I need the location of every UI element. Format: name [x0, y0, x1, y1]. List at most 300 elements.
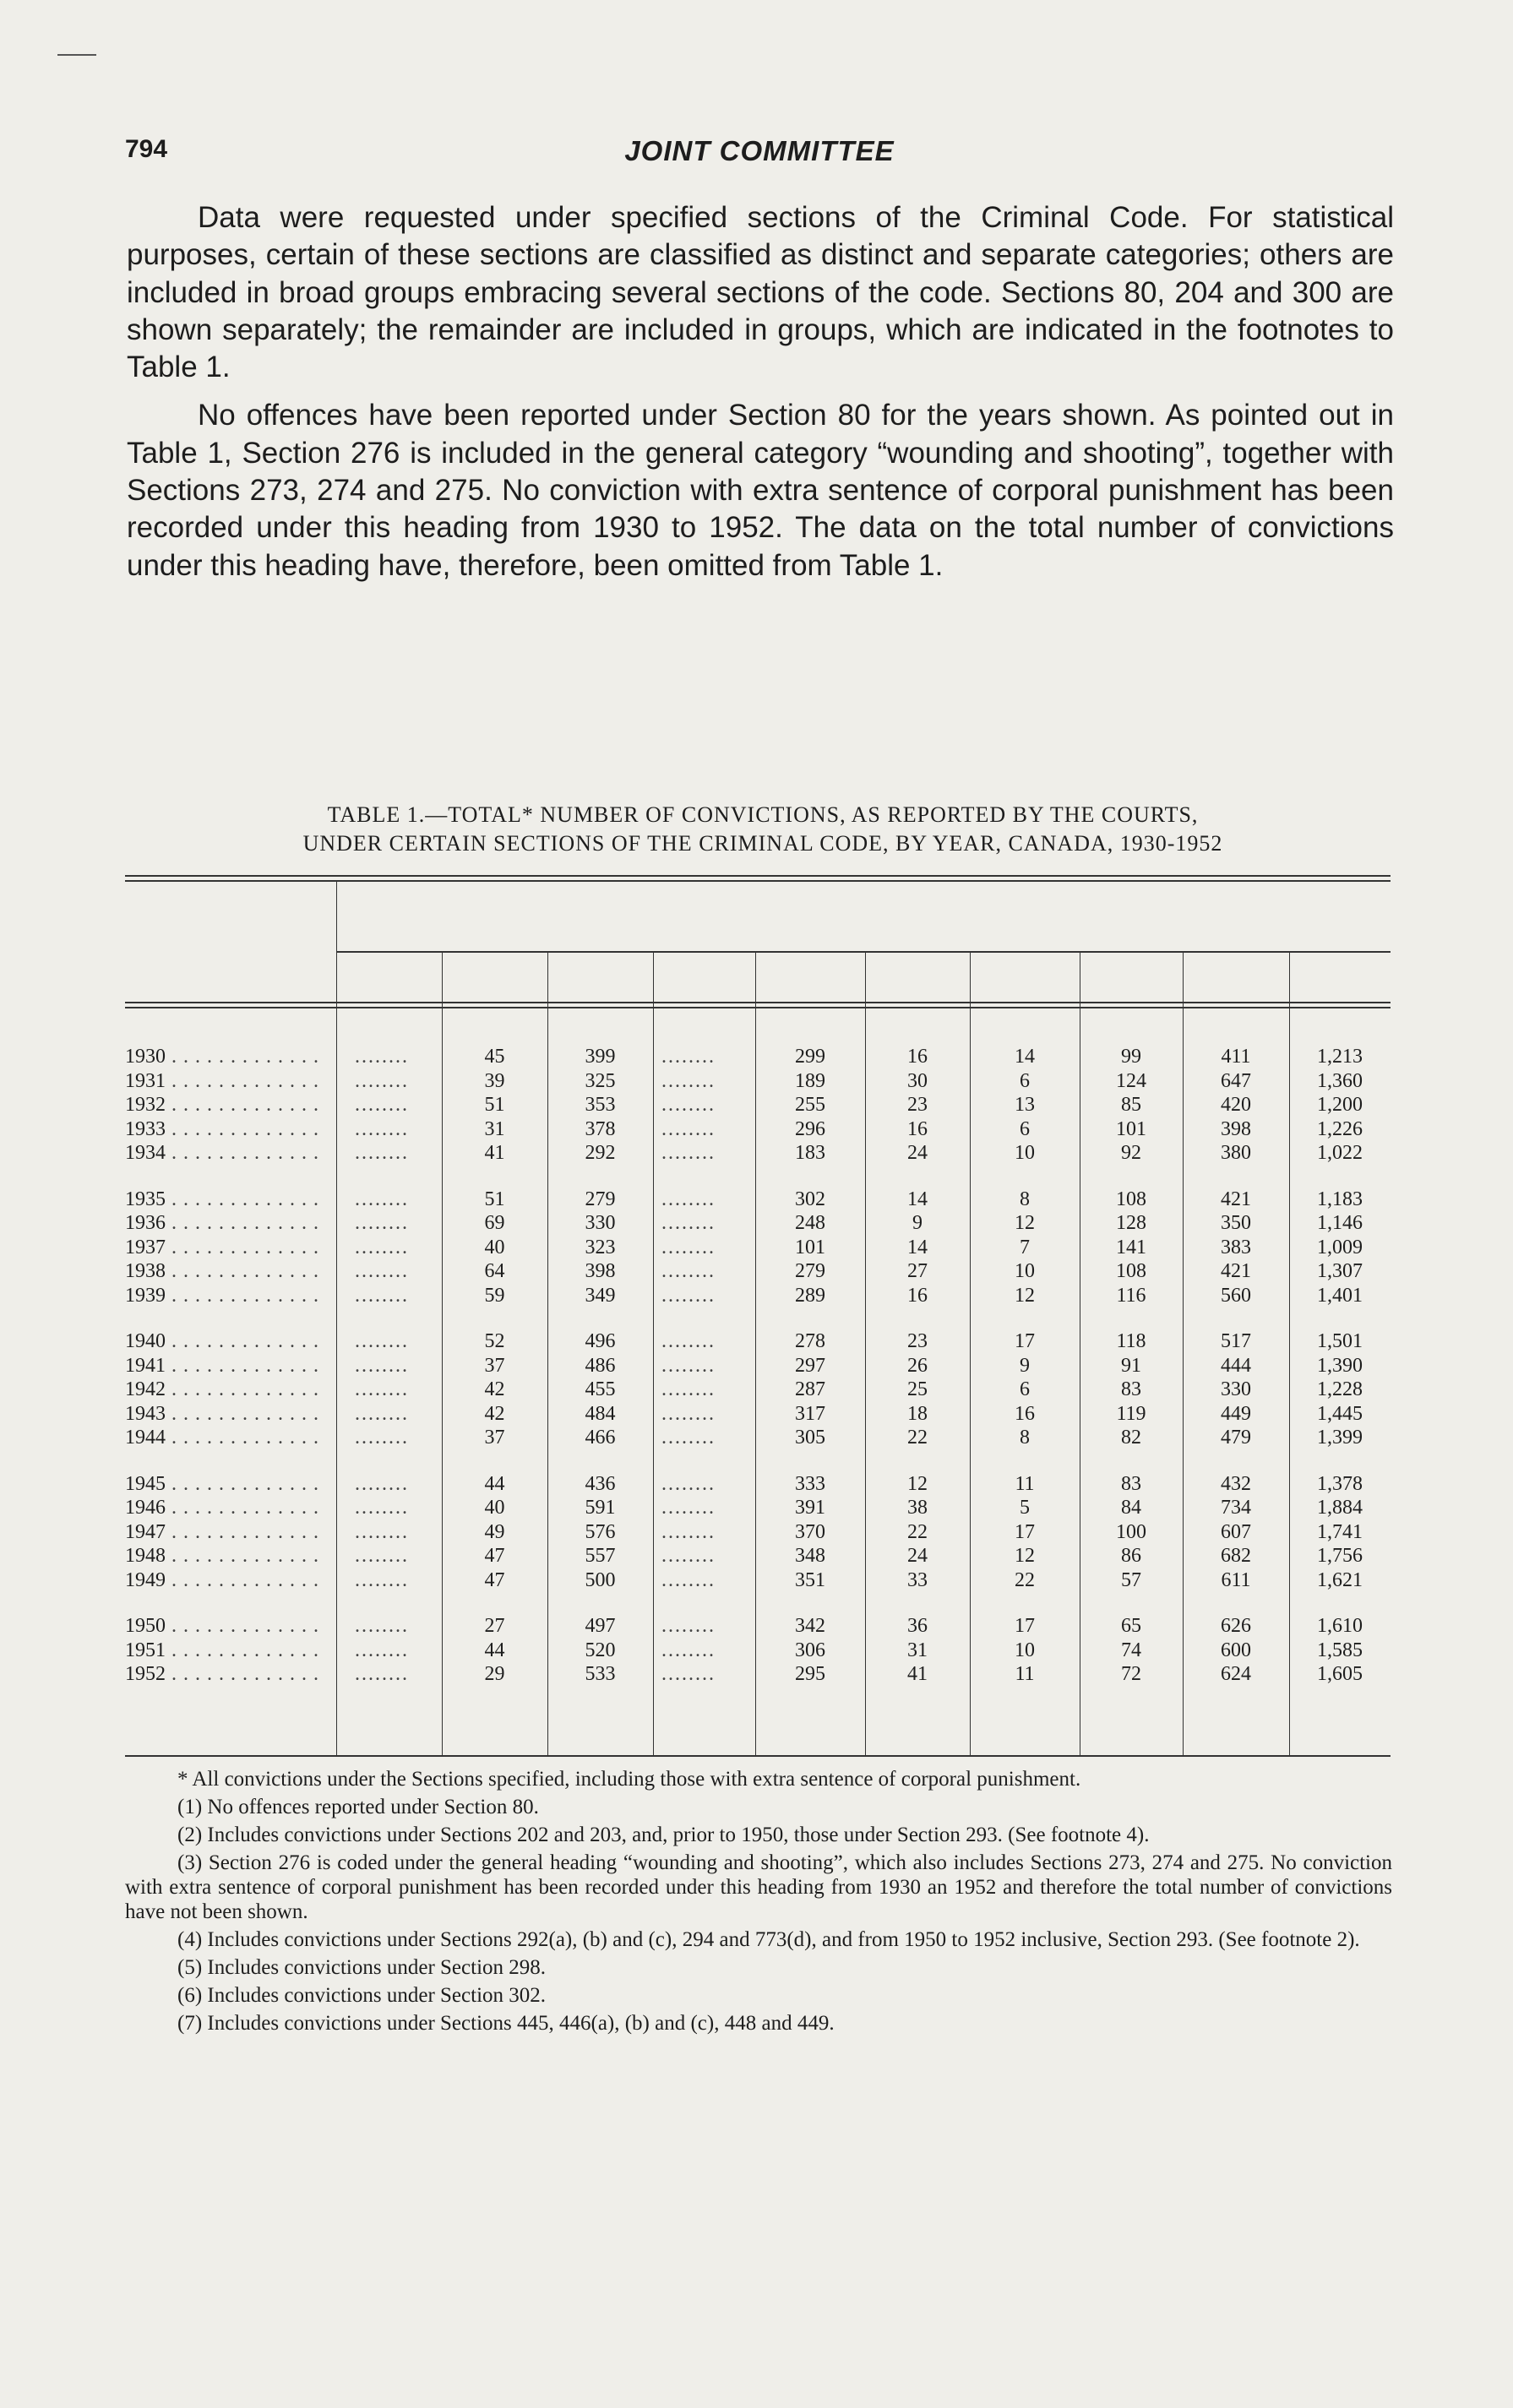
empty-cell-dots: ........: [661, 1663, 716, 1685]
table-cell: 41: [907, 1663, 928, 1685]
table-cell: 383: [1221, 1236, 1251, 1258]
table-cell: 1,009: [1317, 1236, 1363, 1258]
year-value: 1931: [125, 1069, 166, 1092]
table-cell: 1,445: [1317, 1402, 1363, 1425]
table-cell: 325: [585, 1069, 616, 1092]
empty-cell-dots: ........: [661, 1094, 716, 1116]
table-cell: 1,605: [1317, 1663, 1363, 1685]
table-cell: 421: [1221, 1188, 1251, 1210]
table-top-rule-2: [125, 880, 1391, 882]
table-cell: 1,390: [1317, 1354, 1363, 1377]
year-value: 1940: [125, 1330, 166, 1352]
table-cell: 29: [484, 1663, 505, 1685]
year-value: 1952: [125, 1663, 166, 1685]
footnote: (5) Includes convictions under Section 298.: [177, 1956, 547, 1979]
empty-cell-dots: ........: [355, 1069, 409, 1092]
table-cell: 141: [1116, 1236, 1146, 1258]
table-cell: 183: [795, 1142, 825, 1164]
table-cell: 279: [585, 1188, 616, 1210]
table-cell: 479: [1221, 1427, 1251, 1449]
table-cell: 10: [1015, 1260, 1035, 1282]
table-cell: 287: [795, 1378, 825, 1400]
table-cell: 64: [484, 1260, 505, 1282]
table-cell: 13: [1015, 1094, 1035, 1116]
year-label: 1945 . . . . . . . . . . . . .: [125, 1472, 319, 1495]
table-cell: 12: [907, 1472, 928, 1495]
table-cell: 279: [795, 1260, 825, 1282]
empty-cell-dots: ........: [661, 1142, 716, 1164]
table-cell: 734: [1221, 1497, 1251, 1519]
paragraph: No offences have been reported under Section 80 for the years shown. As pointed out in Table 1, Section 276 is included in the general category “wounding and shooting”, together with Sections 273, 274 and 275. No conviction with extra sentence of corporal punishment has been recorded under this heading from 1930 to 1952. The data on the total number of convictions under this heading have, therefore, been omitted from Table 1.: [127, 399, 1394, 582]
footnote: (7) Includes convictions under Sections 445, 446(a), (b) and (c), 448 and 449.: [177, 2012, 835, 2035]
table-cell: 1,401: [1317, 1284, 1363, 1307]
table-cell: 1,378: [1317, 1472, 1363, 1495]
table-cell: 449: [1221, 1402, 1251, 1425]
year-label: 1937 . . . . . . . . . . . . .: [125, 1236, 319, 1258]
table-cell: 647: [1221, 1069, 1251, 1092]
corner-mark: [57, 54, 96, 56]
table-cell: 7: [1020, 1236, 1030, 1258]
footnote: (1) No offences reported under Section 80.: [177, 1796, 539, 1818]
table-cell: 82: [1121, 1427, 1141, 1449]
table-cell: 27: [484, 1615, 505, 1637]
table-cell: 351: [795, 1568, 825, 1591]
table-cell: 17: [1015, 1520, 1035, 1543]
table-cell: 22: [907, 1427, 928, 1449]
table-cell: 17: [1015, 1330, 1035, 1352]
table-cell: 11: [1015, 1663, 1035, 1685]
table-cell: 497: [585, 1615, 616, 1637]
empty-cell-dots: ........: [661, 1188, 716, 1210]
table-cell: 380: [1221, 1142, 1251, 1164]
convictions-table: [125, 875, 1391, 1758]
table-cell: 1,610: [1317, 1615, 1363, 1637]
year-label: 1952 . . . . . . . . . . . . .: [125, 1663, 319, 1685]
table-cell: 11: [1015, 1472, 1035, 1495]
table-cell: 108: [1116, 1260, 1146, 1282]
table-cell: 607: [1221, 1520, 1251, 1543]
table-cell: 248: [795, 1212, 825, 1234]
table-cell: 517: [1221, 1330, 1251, 1352]
year-label: 1944 . . . . . . . . . . . . .: [125, 1427, 319, 1449]
year-value: 1941: [125, 1354, 166, 1377]
year-value: 1936: [125, 1212, 166, 1234]
year-label: 1948 . . . . . . . . . . . . .: [125, 1545, 319, 1567]
empty-cell-dots: ........: [355, 1545, 409, 1567]
empty-cell-dots: ........: [355, 1188, 409, 1210]
footnotes: [125, 1767, 1392, 2039]
empty-cell-dots: ........: [661, 1046, 716, 1068]
empty-cell-dots: ........: [355, 1354, 409, 1377]
year-value: 1939: [125, 1284, 166, 1307]
year-label: 1950 . . . . . . . . . . . . .: [125, 1615, 319, 1637]
empty-cell-dots: ........: [355, 1260, 409, 1282]
table-cell: 611: [1221, 1568, 1251, 1591]
table-cell: 23: [907, 1094, 928, 1116]
table-cell: 16: [1015, 1402, 1035, 1425]
table-cell: 370: [795, 1520, 825, 1543]
empty-cell-dots: ........: [355, 1142, 409, 1164]
table-cell: 353: [585, 1094, 616, 1116]
year-value: 1946: [125, 1497, 166, 1519]
year-label: 1935 . . . . . . . . . . . . .: [125, 1188, 319, 1210]
table-cell: 305: [795, 1427, 825, 1449]
year-value: 1951: [125, 1639, 166, 1661]
table-cell: 444: [1221, 1354, 1251, 1377]
year-label: 1931 . . . . . . . . . . . . .: [125, 1069, 319, 1092]
table-cell: 9: [1020, 1354, 1030, 1377]
table-cell: 436: [585, 1472, 616, 1495]
table-cell: 6: [1020, 1378, 1030, 1400]
footnote: (6) Includes convictions under Section 302.: [177, 1984, 547, 2007]
table-cell: 1,200: [1317, 1094, 1363, 1116]
table-cell: 91: [1121, 1354, 1141, 1377]
year-value: 1937: [125, 1236, 166, 1258]
year-label: 1940 . . . . . . . . . . . . .: [125, 1330, 319, 1352]
page-number: 794: [125, 135, 168, 163]
table-cell: 38: [907, 1497, 928, 1519]
table-cell: 297: [795, 1354, 825, 1377]
table-cell: 391: [795, 1497, 825, 1519]
table-cell: 591: [585, 1497, 616, 1519]
table-cell: 33: [907, 1568, 928, 1591]
table-cell: 626: [1221, 1615, 1251, 1637]
table-cell: 124: [1116, 1069, 1146, 1092]
table-cell: 39: [484, 1069, 505, 1092]
empty-cell-dots: ........: [355, 1236, 409, 1258]
empty-cell-dots: ........: [661, 1472, 716, 1495]
table-cell: 1,884: [1317, 1497, 1363, 1519]
table-cell: 500: [585, 1568, 616, 1591]
table-cell: 1,585: [1317, 1639, 1363, 1661]
year-value: 1933: [125, 1117, 166, 1140]
table-cell: 378: [585, 1117, 616, 1140]
table-cell: 26: [907, 1354, 928, 1377]
table-cell: 47: [484, 1568, 505, 1591]
table-cell: 10: [1015, 1142, 1035, 1164]
table-cell: 25: [907, 1378, 928, 1400]
table-cell: 40: [484, 1497, 505, 1519]
empty-cell-dots: ........: [661, 1260, 716, 1282]
table-cell: 496: [585, 1330, 616, 1352]
table-cell: 85: [1121, 1094, 1141, 1116]
table-cell: 84: [1121, 1497, 1141, 1519]
table-cell: 189: [795, 1069, 825, 1092]
table-cell: 8: [1020, 1427, 1030, 1449]
table-cell: 100: [1116, 1520, 1146, 1543]
table-cell: 23: [907, 1330, 928, 1352]
year-label: 1951 . . . . . . . . . . . . .: [125, 1639, 319, 1661]
table-cell: 22: [1015, 1568, 1035, 1591]
empty-cell-dots: ........: [355, 1378, 409, 1400]
empty-cell-dots: ........: [355, 1402, 409, 1425]
table-bottom-rule: [125, 1755, 1391, 1757]
empty-cell-dots: ........: [661, 1568, 716, 1591]
empty-cell-dots: ........: [661, 1402, 716, 1425]
footnote: (3) Section 276 is coded under the general heading “wounding and shooting”, which also includes Sections 273, 274 and 275. No conviction with extra sentence of corporal punishment has been recorded under this heading from 1930 an 1952 and therefore the total number of convictions have not been shown.: [125, 1851, 1392, 1923]
table-cell: 47: [484, 1545, 505, 1567]
table-cell: 306: [795, 1639, 825, 1661]
table-cell: 600: [1221, 1639, 1251, 1661]
empty-cell-dots: ........: [355, 1639, 409, 1661]
table-cell: 42: [484, 1378, 505, 1400]
table-cell: 333: [795, 1472, 825, 1495]
table-cell: 128: [1116, 1212, 1146, 1234]
table-cell: 1,228: [1317, 1378, 1363, 1400]
table-cell: 108: [1116, 1188, 1146, 1210]
footnote: (2) Includes convictions under Sections 202 and 203, and, prior to 1950, those under Section 293. (See footnote 4).: [177, 1824, 1150, 1846]
table-cell: 31: [484, 1117, 505, 1140]
year-value: 1943: [125, 1402, 166, 1425]
empty-cell-dots: ........: [661, 1615, 716, 1637]
empty-cell-dots: ........: [661, 1378, 716, 1400]
empty-cell-dots: ........: [661, 1427, 716, 1449]
table-title-line: UNDER CERTAIN SECTIONS OF THE CRIMINAL CODE, BY YEAR, CANADA, 1930-1952: [302, 831, 1223, 856]
table-cell: 27: [907, 1260, 928, 1282]
table-cell: 330: [585, 1212, 616, 1234]
footnote: * All convictions under the Sections specified, including those with extra sentence of corporal punishment.: [177, 1768, 1081, 1791]
empty-cell-dots: ........: [661, 1639, 716, 1661]
table-cell: 560: [1221, 1284, 1251, 1307]
table-cell: 278: [795, 1330, 825, 1352]
table-cell: 17: [1015, 1615, 1035, 1637]
column-header-rule-2: [125, 1007, 1391, 1008]
year-value: 1930: [125, 1046, 166, 1068]
year-value: 1949: [125, 1568, 166, 1591]
empty-cell-dots: ........: [661, 1236, 716, 1258]
year-label: 1941 . . . . . . . . . . . . .: [125, 1354, 319, 1377]
table-cell: 101: [1116, 1117, 1146, 1140]
year-label: 1936 . . . . . . . . . . . . .: [125, 1212, 319, 1234]
table-cell: 1,307: [1317, 1260, 1363, 1282]
footnote: (4) Includes convictions under Sections 292(a), (b) and (c), 294 and 773(d), and from 1950 to 1952 inclusive, Section 293. (See footnote 2).: [177, 1928, 1360, 1951]
table-cell: 92: [1121, 1142, 1141, 1164]
table-cell: 421: [1221, 1260, 1251, 1282]
year-value: 1945: [125, 1472, 166, 1495]
table-cell: 65: [1121, 1615, 1141, 1637]
page-header: [125, 135, 1394, 172]
empty-cell-dots: ........: [355, 1520, 409, 1543]
column-divider: [653, 951, 654, 1755]
empty-cell-dots: ........: [661, 1520, 716, 1543]
year-label: 1934 . . . . . . . . . . . . .: [125, 1142, 319, 1164]
table-cell: 37: [484, 1427, 505, 1449]
table-cell: 14: [907, 1236, 928, 1258]
table-cell: 484: [585, 1402, 616, 1425]
table-cell: 12: [1015, 1284, 1035, 1307]
empty-cell-dots: ........: [661, 1284, 716, 1307]
table-cell: 42: [484, 1402, 505, 1425]
year-label: 1947 . . . . . . . . . . . . .: [125, 1520, 319, 1543]
table-cell: 348: [795, 1545, 825, 1567]
table-cell: 1,226: [1317, 1117, 1363, 1140]
table-cell: 45: [484, 1046, 505, 1068]
year-label: 1939 . . . . . . . . . . . . .: [125, 1284, 319, 1307]
table-cell: 682: [1221, 1545, 1251, 1567]
year-value: 1947: [125, 1520, 166, 1543]
table-cell: 1,213: [1317, 1046, 1363, 1068]
year-value: 1944: [125, 1427, 166, 1449]
table-cell: 72: [1121, 1663, 1141, 1685]
table-cell: 37: [484, 1354, 505, 1377]
table-cell: 302: [795, 1188, 825, 1210]
table-cell: 16: [907, 1284, 928, 1307]
table-cell: 51: [484, 1094, 505, 1116]
empty-cell-dots: ........: [661, 1497, 716, 1519]
empty-cell-dots: ........: [661, 1330, 716, 1352]
table-title: [125, 801, 1401, 858]
table-cell: 486: [585, 1354, 616, 1377]
table-cell: 520: [585, 1639, 616, 1661]
year-value: 1938: [125, 1260, 166, 1282]
table-cell: 57: [1121, 1568, 1141, 1591]
empty-cell-dots: ........: [355, 1117, 409, 1140]
table-cell: 24: [907, 1142, 928, 1164]
year-value: 1932: [125, 1094, 166, 1116]
empty-cell-dots: ........: [355, 1663, 409, 1685]
empty-cell-dots: ........: [355, 1284, 409, 1307]
table-cell: 398: [585, 1260, 616, 1282]
table-cell: 350: [1221, 1212, 1251, 1234]
table-title-line: TABLE 1.—TOTAL* NUMBER OF CONVICTIONS, AS REPORTED BY THE COURTS,: [327, 802, 1199, 827]
table-cell: 99: [1121, 1046, 1141, 1068]
table-cell: 557: [585, 1545, 616, 1567]
year-value: 1935: [125, 1188, 166, 1210]
table-cell: 59: [484, 1284, 505, 1307]
table-cell: 330: [1221, 1378, 1251, 1400]
table-cell: 420: [1221, 1094, 1251, 1116]
table-cell: 119: [1116, 1402, 1146, 1425]
body-text: [127, 199, 1394, 595]
table-cell: 49: [484, 1520, 505, 1543]
empty-cell-dots: ........: [661, 1545, 716, 1567]
table-cell: 1,022: [1317, 1142, 1363, 1164]
table-cell: 22: [907, 1520, 928, 1543]
table-cell: 16: [907, 1117, 928, 1140]
year-value: 1934: [125, 1142, 166, 1164]
column-divider: [336, 880, 337, 1755]
year-value: 1948: [125, 1545, 166, 1567]
year-label: 1933 . . . . . . . . . . . . .: [125, 1117, 319, 1140]
table-cell: 411: [1221, 1046, 1251, 1068]
table-cell: 51: [484, 1188, 505, 1210]
table-cell: 118: [1116, 1330, 1146, 1352]
table-cell: 44: [484, 1472, 505, 1495]
table-cell: 349: [585, 1284, 616, 1307]
table-cell: 24: [907, 1545, 928, 1567]
empty-cell-dots: ........: [661, 1069, 716, 1092]
table-top-rule: [125, 875, 1391, 877]
table-cell: 40: [484, 1236, 505, 1258]
year-label: 1942 . . . . . . . . . . . . .: [125, 1378, 319, 1400]
table-cell: 1,741: [1317, 1520, 1363, 1543]
table-cell: 30: [907, 1069, 928, 1092]
table-cell: 101: [795, 1236, 825, 1258]
empty-cell-dots: ........: [355, 1094, 409, 1116]
table-cell: 16: [907, 1046, 928, 1068]
year-label: 1946 . . . . . . . . . . . . .: [125, 1497, 319, 1519]
table-cell: 1,146: [1317, 1212, 1363, 1234]
empty-cell-dots: ........: [355, 1046, 409, 1068]
empty-cell-dots: ........: [355, 1212, 409, 1234]
year-label: 1949 . . . . . . . . . . . . .: [125, 1568, 319, 1591]
empty-cell-dots: ........: [661, 1212, 716, 1234]
empty-cell-dots: ........: [661, 1354, 716, 1377]
empty-cell-dots: ........: [355, 1427, 409, 1449]
year-label: 1932 . . . . . . . . . . . . .: [125, 1094, 319, 1116]
paragraph: Data were requested under specified sections of the Criminal Code. For statistical purposes, certain of these sections are classified as distinct and separate categories; others are included in broad groups embracing several sections of the code. Sections 80, 204 and 300 are shown separately; the remainder are included in groups, which are indicated in the footnotes to Table 1.: [127, 201, 1394, 384]
table-cell: 323: [585, 1236, 616, 1258]
table-cell: 6: [1020, 1069, 1030, 1092]
table-cell: 6: [1020, 1117, 1030, 1140]
table-cell: 83: [1121, 1378, 1141, 1400]
table-cell: 255: [795, 1094, 825, 1116]
table-cell: 9: [912, 1212, 922, 1234]
table-cell: 74: [1121, 1639, 1141, 1661]
table-cell: 116: [1116, 1284, 1146, 1307]
table-cell: 44: [484, 1639, 505, 1661]
table-cell: 342: [795, 1615, 825, 1637]
table-cell: 1,183: [1317, 1188, 1363, 1210]
running-title: JOINT COMMITTEE: [624, 135, 895, 166]
table-cell: 295: [795, 1663, 825, 1685]
table-cell: 1,399: [1317, 1427, 1363, 1449]
table-cell: 86: [1121, 1545, 1141, 1567]
table-cell: 12: [1015, 1212, 1035, 1234]
table-cell: 576: [585, 1520, 616, 1543]
year-label: 1943 . . . . . . . . . . . . .: [125, 1402, 319, 1425]
table-cell: 10: [1015, 1639, 1035, 1661]
column-header-rule: [125, 1002, 1391, 1003]
table-cell: 398: [1221, 1117, 1251, 1140]
table-cell: 292: [585, 1142, 616, 1164]
table-cell: 432: [1221, 1472, 1251, 1495]
section-header-rule: [336, 951, 1391, 953]
table-cell: 83: [1121, 1472, 1141, 1495]
table-cell: 289: [795, 1284, 825, 1307]
table-cell: 14: [1015, 1046, 1035, 1068]
empty-cell-dots: ........: [355, 1330, 409, 1352]
empty-cell-dots: ........: [355, 1615, 409, 1637]
table-cell: 36: [907, 1615, 928, 1637]
table-cell: 399: [585, 1046, 616, 1068]
year-value: 1950: [125, 1615, 166, 1637]
table-cell: 1,360: [1317, 1069, 1363, 1092]
table-cell: 41: [484, 1142, 505, 1164]
table-cell: 455: [585, 1378, 616, 1400]
empty-cell-dots: ........: [661, 1117, 716, 1140]
table-cell: 69: [484, 1212, 505, 1234]
table-cell: 533: [585, 1663, 616, 1685]
table-cell: 317: [795, 1402, 825, 1425]
table-cell: 1,621: [1317, 1568, 1363, 1591]
table-cell: 5: [1020, 1497, 1030, 1519]
table-cell: 299: [795, 1046, 825, 1068]
empty-cell-dots: ........: [355, 1568, 409, 1591]
table-cell: 624: [1221, 1663, 1251, 1685]
year-label: 1930 . . . . . . . . . . . . .: [125, 1046, 319, 1068]
table-cell: 466: [585, 1427, 616, 1449]
table-cell: 18: [907, 1402, 928, 1425]
table-cell: 296: [795, 1117, 825, 1140]
table-cell: 52: [484, 1330, 505, 1352]
table-cell: 1,501: [1317, 1330, 1363, 1352]
table-cell: 1,756: [1317, 1545, 1363, 1567]
empty-cell-dots: ........: [355, 1497, 409, 1519]
year-label: 1938 . . . . . . . . . . . . .: [125, 1260, 319, 1282]
empty-cell-dots: ........: [355, 1472, 409, 1495]
table-cell: 8: [1020, 1188, 1030, 1210]
